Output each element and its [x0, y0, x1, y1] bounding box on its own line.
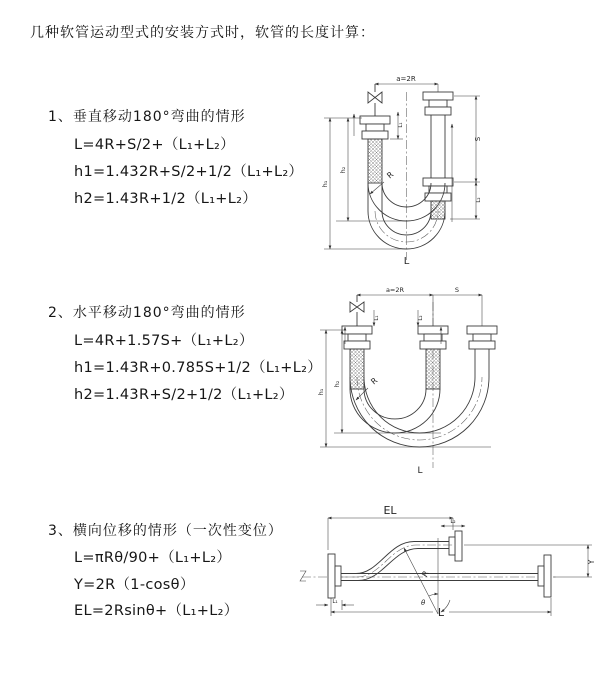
dimension-span [357, 286, 433, 295]
section-3-formula-Y: Y=2R（1-cosθ） [74, 577, 195, 593]
diagram-vertical-bend [310, 72, 600, 267]
length-label: L [403, 256, 410, 267]
svg-text:h₁: h₁ [321, 180, 329, 188]
svg-text:h₂: h₂ [333, 380, 341, 388]
diagram-horizontal-bend [310, 282, 600, 477]
dimension-shift [433, 286, 482, 326]
svg-text:a=2R: a=2R [385, 286, 405, 294]
dimension-s [454, 96, 482, 182]
svg-text:S: S [454, 286, 460, 294]
svg-text:EL: EL [383, 504, 397, 517]
dimension-span [375, 75, 438, 92]
section-2-formula-h1: h1=1.43R+0.785S+1/2（L₁+L₂） [74, 360, 323, 376]
section-2-formula-h2: h2=1.43R+S/2+1/2（L₁+L₂） [74, 387, 294, 403]
dimension-l1 [390, 112, 404, 139]
dimension-l2 [450, 182, 482, 219]
hose-u-bend [350, 377, 489, 447]
svg-text:R: R [385, 169, 396, 181]
right-flange [467, 326, 497, 349]
svg-text:a=2R: a=2R [396, 75, 416, 83]
braided-hose-left [350, 349, 364, 389]
svg-text:L₁: L₁ [332, 599, 338, 605]
section-1-formula-h2: h2=1.43R+1/2（L₁+L₂） [74, 191, 258, 207]
svg-text:L₂: L₂ [450, 519, 456, 525]
left-flange [360, 116, 390, 139]
upper-right-flange [449, 531, 462, 561]
valve-icon [350, 295, 364, 326]
section-2-formula-L: L=4R+1.57S+（L₁+L₂） [74, 333, 254, 349]
right-flange-lower [423, 178, 453, 201]
section-1-formula-L: L=4R+S/2+（L₁+L₂） [74, 137, 235, 153]
right-flange-upper [423, 92, 453, 115]
section-1-formula-h1: h1=1.432R+S/2+1/2（L₁+L₂） [74, 164, 304, 180]
svg-text:L₂: L₂ [418, 315, 424, 321]
section-3-formula-EL: EL=2Rsinθ+（L₁+L₂） [74, 603, 239, 619]
svg-text:L₂: L₂ [476, 197, 482, 203]
dimension-l1 [316, 599, 354, 610]
diagram-lateral-displacement [298, 492, 600, 657]
dimension-y [464, 545, 596, 577]
right-flange [538, 555, 551, 597]
section-mark [300, 571, 306, 581]
middle-flange [418, 326, 448, 349]
dimension-length [331, 598, 551, 619]
left-flange [342, 326, 372, 349]
dimension-el [328, 504, 456, 550]
dimension-l2 [418, 310, 424, 326]
svg-text:h₁: h₁ [317, 388, 325, 396]
dimension-l2 [441, 519, 465, 526]
length-label: L [417, 466, 423, 476]
svg-text:S: S [474, 136, 482, 142]
valve-icon [368, 84, 382, 116]
svg-text:θ: θ [421, 599, 426, 607]
svg-text:R: R [420, 569, 431, 579]
braided-hose-left [368, 139, 382, 183]
section-3-heading: 3、横向位移的情形（一次性变位） [48, 523, 283, 539]
dimension-l1 [374, 310, 380, 326]
svg-text:L: L [437, 606, 445, 619]
section-1-heading: 1、垂直移动180°弯曲的情形 [48, 109, 246, 125]
section-3-formula-L: L=πRθ/90+（L₁+L₂） [74, 550, 232, 566]
page-title: 几种软管运动型式的安装方式时，软管的长度计算： [30, 25, 375, 41]
braided-hose-middle [426, 349, 440, 389]
left-flange [328, 554, 341, 598]
svg-text:R: R [369, 375, 380, 387]
svg-text:L₁: L₁ [374, 315, 380, 321]
svg-text:Y: Y [587, 559, 596, 565]
section-2-heading: 2、水平移动180°弯曲的情形 [48, 305, 246, 321]
svg-text:h₂: h₂ [339, 166, 347, 174]
svg-text:L₁: L₁ [398, 122, 404, 128]
